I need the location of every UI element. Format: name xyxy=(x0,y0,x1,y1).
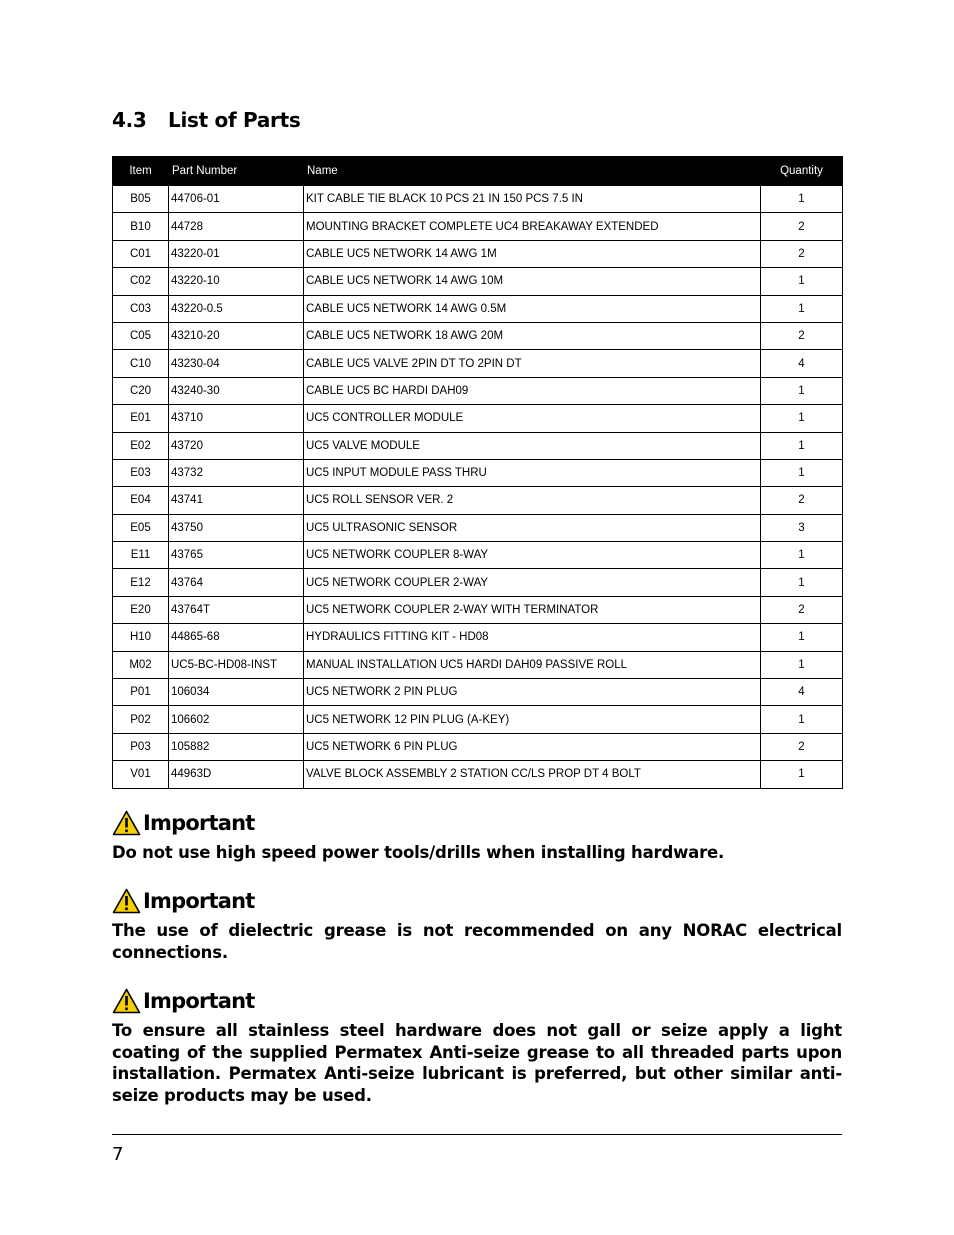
cell-item: H10 xyxy=(113,624,169,651)
cell-part-number: 43750 xyxy=(169,514,304,541)
cell-quantity: 1 xyxy=(761,569,843,596)
cell-part-number: 44706-01 xyxy=(169,186,304,213)
cell-part-number: 44963D xyxy=(169,761,304,788)
cell-name: MANUAL INSTALLATION UC5 HARDI DAH09 PASSIVE ROLL xyxy=(304,651,761,678)
notice-title: Important xyxy=(143,889,255,913)
cell-name: CABLE UC5 BC HARDI DAH09 xyxy=(304,377,761,404)
notice-2 xyxy=(112,886,842,963)
cell-quantity: 1 xyxy=(761,377,843,404)
cell-part-number: 43764T xyxy=(169,596,304,623)
section-title: List of Parts xyxy=(168,108,301,132)
cell-name: UC5 NETWORK 2 PIN PLUG xyxy=(304,679,761,706)
cell-item: V01 xyxy=(113,761,169,788)
cell-item: B10 xyxy=(113,213,169,240)
table-row xyxy=(113,706,843,733)
parts-table xyxy=(112,156,843,789)
cell-part-number: 43220-01 xyxy=(169,240,304,267)
parts-table-body xyxy=(113,186,843,789)
table-row xyxy=(113,240,843,267)
cell-quantity: 1 xyxy=(761,651,843,678)
cell-item: E01 xyxy=(113,405,169,432)
cell-part-number: 43230-04 xyxy=(169,350,304,377)
section-number: 4.3 xyxy=(112,108,147,132)
notice-heading xyxy=(112,808,842,838)
table-row xyxy=(113,514,843,541)
cell-name: UC5 NETWORK COUPLER 8-WAY xyxy=(304,542,761,569)
footer-divider xyxy=(112,1134,842,1135)
cell-part-number: 43741 xyxy=(169,487,304,514)
cell-quantity: 1 xyxy=(761,432,843,459)
cell-name: MOUNTING BRACKET COMPLETE UC4 BREAKAWAY EXTENDED xyxy=(304,213,761,240)
cell-name: UC5 NETWORK 12 PIN PLUG (A-KEY) xyxy=(304,706,761,733)
table-row xyxy=(113,679,843,706)
cell-part-number: 43732 xyxy=(169,459,304,486)
table-row xyxy=(113,377,843,404)
cell-item: E05 xyxy=(113,514,169,541)
cell-name: UC5 NETWORK 6 PIN PLUG xyxy=(304,733,761,760)
notice-text: The use of dielectric grease is not recommended on any NORAC electrical connections. xyxy=(112,921,842,962)
cell-quantity: 4 xyxy=(761,679,843,706)
cell-quantity: 1 xyxy=(761,295,843,322)
table-row xyxy=(113,186,843,213)
table-row xyxy=(113,761,843,788)
table-row xyxy=(113,268,843,295)
cell-part-number: 43220-10 xyxy=(169,268,304,295)
cell-quantity: 2 xyxy=(761,596,843,623)
cell-name: VALVE BLOCK ASSEMBLY 2 STATION CC/LS PROP DT 4 BOLT xyxy=(304,761,761,788)
cell-item: P03 xyxy=(113,733,169,760)
table-row xyxy=(113,542,843,569)
cell-name: CABLE UC5 NETWORK 14 AWG 0.5M xyxy=(304,295,761,322)
notice-title: Important xyxy=(143,989,255,1013)
cell-name: CABLE UC5 NETWORK 14 AWG 1M xyxy=(304,240,761,267)
cell-part-number: 106602 xyxy=(169,706,304,733)
cell-item: M02 xyxy=(113,651,169,678)
table-row xyxy=(113,405,843,432)
table-row xyxy=(113,459,843,486)
cell-item: E12 xyxy=(113,569,169,596)
cell-part-number: 105882 xyxy=(169,733,304,760)
cell-quantity: 2 xyxy=(761,240,843,267)
notice-1 xyxy=(112,808,842,864)
page-number: 7 xyxy=(112,1144,124,1165)
notice-text: Do not use high speed power tools/drills when installing hardware. xyxy=(112,843,725,862)
cell-item: B05 xyxy=(113,186,169,213)
cell-part-number: 43764 xyxy=(169,569,304,596)
warning-triangle-icon xyxy=(112,988,141,1014)
table-row xyxy=(113,624,843,651)
cell-part-number: 106034 xyxy=(169,679,304,706)
cell-quantity: 1 xyxy=(761,405,843,432)
cell-quantity: 1 xyxy=(761,459,843,486)
section-heading xyxy=(112,108,300,132)
cell-part-number: UC5-BC-HD08-INST xyxy=(169,651,304,678)
cell-name: UC5 ROLL SENSOR VER. 2 xyxy=(304,487,761,514)
cell-quantity: 1 xyxy=(761,706,843,733)
cell-name: KIT CABLE TIE BLACK 10 PCS 21 IN 150 PCS 7.5 IN xyxy=(304,186,761,213)
cell-item: C10 xyxy=(113,350,169,377)
cell-part-number: 43240-30 xyxy=(169,377,304,404)
cell-name: UC5 ULTRASONIC SENSOR xyxy=(304,514,761,541)
cell-part-number: 43220-0.5 xyxy=(169,295,304,322)
cell-part-number: 44865-68 xyxy=(169,624,304,651)
cell-name: UC5 INPUT MODULE PASS THRU xyxy=(304,459,761,486)
cell-name: CABLE UC5 NETWORK 14 AWG 10M xyxy=(304,268,761,295)
notice-heading xyxy=(112,986,842,1016)
cell-part-number: 43210-20 xyxy=(169,322,304,349)
notice-title: Important xyxy=(143,811,255,835)
cell-quantity: 4 xyxy=(761,350,843,377)
table-row xyxy=(113,596,843,623)
cell-name: UC5 VALVE MODULE xyxy=(304,432,761,459)
cell-part-number: 43720 xyxy=(169,432,304,459)
cell-item: C05 xyxy=(113,322,169,349)
header-quantity: Quantity xyxy=(761,157,843,186)
cell-item: P02 xyxy=(113,706,169,733)
cell-quantity: 1 xyxy=(761,186,843,213)
cell-item: C20 xyxy=(113,377,169,404)
cell-quantity: 1 xyxy=(761,542,843,569)
cell-quantity: 3 xyxy=(761,514,843,541)
cell-item: E20 xyxy=(113,596,169,623)
table-row xyxy=(113,733,843,760)
cell-part-number: 43710 xyxy=(169,405,304,432)
table-row xyxy=(113,651,843,678)
table-row xyxy=(113,295,843,322)
cell-part-number: 44728 xyxy=(169,213,304,240)
cell-quantity: 2 xyxy=(761,213,843,240)
cell-item: C03 xyxy=(113,295,169,322)
cell-name: UC5 NETWORK COUPLER 2-WAY xyxy=(304,569,761,596)
cell-quantity: 2 xyxy=(761,487,843,514)
header-name: Name xyxy=(304,157,761,186)
cell-name: CABLE UC5 VALVE 2PIN DT TO 2PIN DT xyxy=(304,350,761,377)
table-row xyxy=(113,350,843,377)
table-row xyxy=(113,322,843,349)
cell-name: UC5 NETWORK COUPLER 2-WAY WITH TERMINATOR xyxy=(304,596,761,623)
header-part-number: Part Number xyxy=(169,157,304,186)
warning-triangle-icon xyxy=(112,888,141,914)
header-item: Item xyxy=(113,157,169,186)
cell-item: E02 xyxy=(113,432,169,459)
table-row xyxy=(113,213,843,240)
cell-item: E04 xyxy=(113,487,169,514)
cell-item: C02 xyxy=(113,268,169,295)
cell-item: P01 xyxy=(113,679,169,706)
cell-quantity: 2 xyxy=(761,322,843,349)
cell-item: E11 xyxy=(113,542,169,569)
cell-quantity: 1 xyxy=(761,624,843,651)
table-row xyxy=(113,487,843,514)
cell-quantity: 2 xyxy=(761,733,843,760)
cell-name: UC5 CONTROLLER MODULE xyxy=(304,405,761,432)
table-row xyxy=(113,569,843,596)
table-row xyxy=(113,432,843,459)
notice-3 xyxy=(112,986,842,1106)
cell-name: HYDRAULICS FITTING KIT - HD08 xyxy=(304,624,761,651)
cell-quantity: 1 xyxy=(761,268,843,295)
cell-item: C01 xyxy=(113,240,169,267)
warning-triangle-icon xyxy=(112,810,141,836)
cell-part-number: 43765 xyxy=(169,542,304,569)
cell-item: E03 xyxy=(113,459,169,486)
cell-name: CABLE UC5 NETWORK 18 AWG 20M xyxy=(304,322,761,349)
cell-quantity: 1 xyxy=(761,761,843,788)
notice-text: To ensure all stainless steel hardware does not gall or seize apply a light coating of the supplied Permatex Anti-seize grease to all threaded parts upon installation. Permatex Anti-seize lubricant is preferred, but other similar anti-seize products may be used. xyxy=(112,1021,842,1105)
table-header-row xyxy=(113,157,843,186)
notice-heading xyxy=(112,886,842,916)
